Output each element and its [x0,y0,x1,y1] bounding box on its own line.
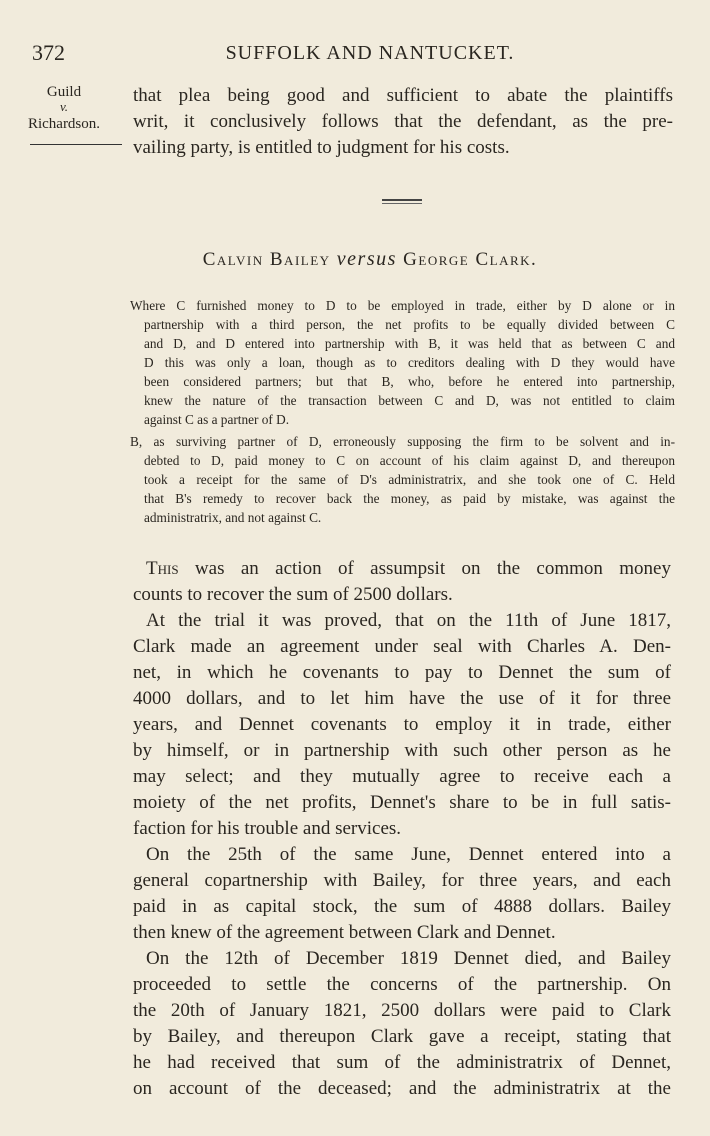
case-title [0,248,710,271]
headnote-line: administratrix, and not against C. [144,510,322,525]
body-line: On the 25th of the same June, Dennet entered into a [146,844,671,865]
separator-rule [382,203,422,204]
text-line: vailing party, is entitled to judgment for his costs. [133,137,510,158]
headnote-line: D this was only a loan, though as to creditors dealing with D they would have [144,355,675,370]
body-line: he had received that sum of the administratrix of Dennet, [133,1052,671,1073]
body-line: the 20th of January 1821, 2500 dollars were paid to Clark [133,1000,671,1021]
body-line: At the trial it was proved, that on the 11th of June 1817, [146,610,671,631]
separator-rule [382,199,422,201]
body-line: paid in as capital stock, the sum of 4888 dollars. Bailey [133,896,671,917]
body-line: on account of the deceased; and the administratrix at the [133,1078,671,1099]
body-line: may select; and they mutually agree to receive each a [133,766,671,787]
body-line: net, in which he covenants to pay to Dennet the sum of [133,662,671,683]
headnote-line: B, as surviving partner of D, erroneously supposing the firm to be solvent and in- [130,434,675,449]
body-line: proceeded to settle the concerns of the partnership. On [133,974,671,995]
body-line: by Bailey, and thereupon Clark gave a receipt, stating that [133,1026,671,1047]
body-line: by himself, or in partnership with such other person as he [133,740,671,761]
headnote-line: been considered partners; but that B, who, before he entered into partnership, [144,374,675,389]
body-line: general copartnership with Bailey, for three years, and each [133,870,671,891]
margin-note-versus: v. [59,99,69,114]
headnote-line: that B's remedy to recover back the money, as paid by mistake, was against the [144,491,675,506]
headnote-line: took a receipt for the same of D's administratrix, and she took one of C. Held [144,472,675,487]
line-text: was an action of assumpsit on the common money [178,558,671,579]
body-line: Clark made an agreement under seal with Charles A. Den- [133,636,671,657]
body-line: years, and Dennet covenants to employ it in trade, either [133,714,671,735]
headnote-line: and D, and D entered into partnership with B, it was held that as between C and [144,336,675,351]
headnote-line: debted to D, paid money to C on account of his claim against D, and thereupon [144,453,675,468]
body-line: counts to recover the sum of 2500 dollars. [133,584,453,605]
body-line: moiety of the net profits, Dennet's share to be in full satis- [133,792,671,813]
body-line [146,558,671,580]
body-line: 4000 dollars, and to let him have the use of it for three [133,688,671,709]
versus: versus [336,248,397,270]
headnote-line: Where C furnished money to D to be employed in trade, either by D alone or in [130,298,675,313]
body-line: then knew of the agreement between Clark and Dennet. [133,922,556,943]
text-line: that plea being good and sufficient to abate the plaintiffs [133,85,673,106]
headnote-line: against C as a partner of D. [144,412,290,427]
margin-rule [30,144,122,145]
page-number: 372 [32,40,65,65]
running-head: SUFFOLK AND NANTUCKET. [225,42,515,64]
plaintiff-name: Calvin Bailey [202,249,331,270]
headnote-line: knew the nature of the transaction between C and D, was not entitled to claim [144,393,675,408]
margin-note-defendant: Richardson. [27,116,101,132]
defendant-name: George Clark. [403,249,538,270]
text-line: writ, it conclusively follows that the defendant, as the pre- [133,111,673,132]
body-line: On the 12th of December 1819 Dennet died, and Bailey [146,948,671,969]
body-line: faction for his trouble and services. [133,818,402,839]
headnote-line: partnership with a third person, the net profits to be equally divided between C [144,317,675,332]
margin-note-plaintiff: Guild [46,84,82,100]
first-word: This [146,558,179,579]
